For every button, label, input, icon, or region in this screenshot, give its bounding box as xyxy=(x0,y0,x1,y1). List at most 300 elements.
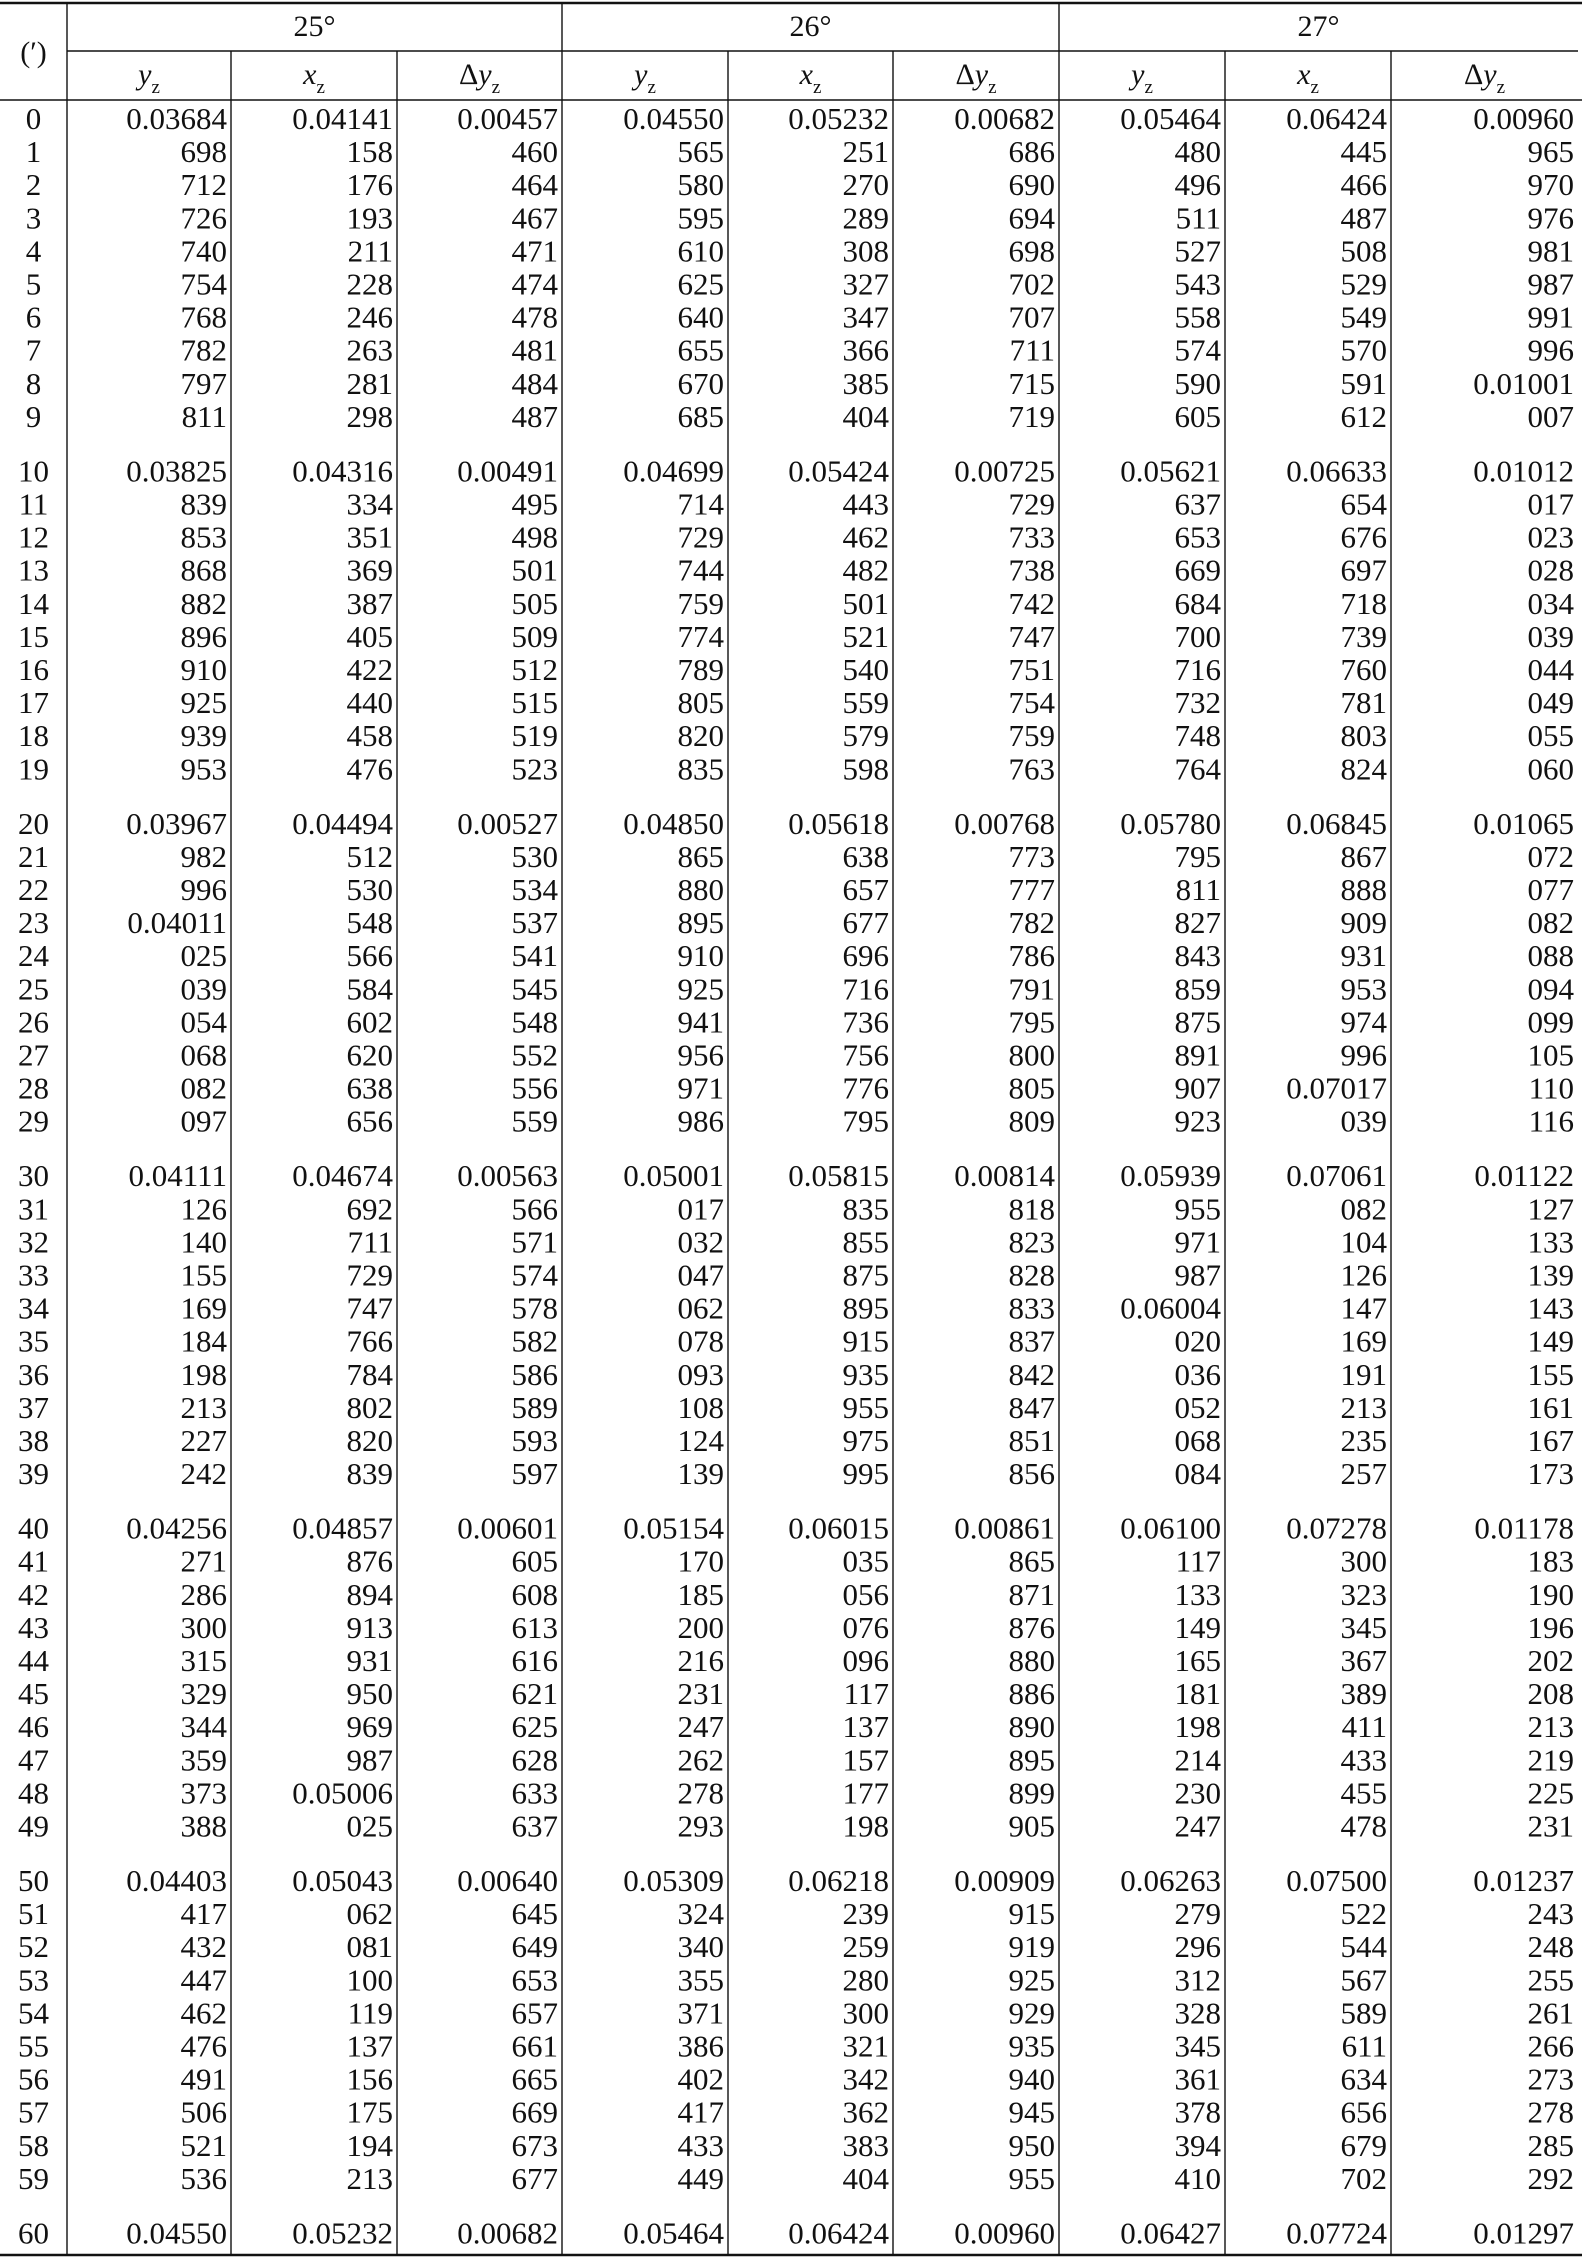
table-cell: 230 xyxy=(1174,1775,1221,1811)
column-header xyxy=(799,58,822,98)
table-cell: 996 xyxy=(1527,332,1574,368)
table-cell: 574 xyxy=(1174,332,1221,368)
table-cell: 842 xyxy=(1008,1356,1055,1392)
table-cell: 505 xyxy=(511,585,558,621)
table-cell: 185 xyxy=(677,1576,724,1612)
column-header xyxy=(302,58,325,98)
table-cell: 0.04494 xyxy=(292,805,393,841)
subscript: z xyxy=(988,77,997,98)
table-cell: 198 xyxy=(1174,1709,1221,1745)
table-cell: 0.04403 xyxy=(126,1863,227,1898)
table-cell: 571 xyxy=(511,1224,558,1260)
table-cell: 088 xyxy=(1527,938,1574,974)
table-cell: 638 xyxy=(346,1070,393,1106)
table-cell: 039 xyxy=(180,971,227,1007)
table-cell: 613 xyxy=(511,1609,558,1645)
table-cell: 0.05464 xyxy=(623,2215,724,2251)
table-cell: 880 xyxy=(677,872,724,907)
table-cell: 281 xyxy=(346,365,393,401)
table-cell: 147 xyxy=(1340,1290,1387,1326)
table-cell: 784 xyxy=(346,1356,393,1392)
table-cell: 044 xyxy=(1527,652,1574,687)
table-cell: 433 xyxy=(677,2127,724,2163)
table-cell: 323 xyxy=(1340,1576,1387,1612)
table-cell: 896 xyxy=(180,618,227,654)
table-cell: 0.00960 xyxy=(954,2215,1055,2251)
table-cell: 610 xyxy=(677,233,724,269)
table-cell: 910 xyxy=(677,938,724,974)
table-cell: 818 xyxy=(1008,1191,1055,1227)
table-cell: 867 xyxy=(1340,838,1387,874)
table-cell: 117 xyxy=(843,1676,889,1712)
minute-label: 7 xyxy=(25,332,42,368)
table-cell: 776 xyxy=(842,1070,889,1106)
table-cell: 732 xyxy=(1174,685,1221,721)
table-cell: 508 xyxy=(1340,233,1387,269)
table-cell: 628 xyxy=(511,1742,558,1778)
table-cell: 545 xyxy=(511,971,558,1007)
minute-label: 19 xyxy=(18,751,49,787)
table-cell: 965 xyxy=(1527,134,1574,170)
table-cell: 279 xyxy=(1174,1896,1221,1932)
table-cell: 827 xyxy=(1174,905,1221,941)
table-cell: 049 xyxy=(1527,685,1574,721)
table-cell: 981 xyxy=(1527,233,1574,269)
table-cell: 247 xyxy=(1174,1808,1221,1844)
table-cell: 876 xyxy=(1008,1609,1055,1645)
minute-label: 55 xyxy=(18,2028,49,2064)
minute-label: 50 xyxy=(18,1863,49,1898)
table-cell: 657 xyxy=(511,1995,558,2031)
table-cell: 839 xyxy=(346,1456,393,1492)
table-cell: 839 xyxy=(180,486,227,522)
table-cell: 487 xyxy=(511,398,558,434)
table-cell: 126 xyxy=(1340,1257,1387,1293)
table-cell: 935 xyxy=(842,1356,889,1392)
table-cell: 0.05232 xyxy=(788,101,889,136)
table-cell: 271 xyxy=(180,1543,227,1579)
table-cell: 685 xyxy=(677,398,724,434)
column-header xyxy=(459,58,500,98)
table-cell: 443 xyxy=(842,486,889,522)
degree-header: 27° xyxy=(1297,10,1340,43)
table-cell: 579 xyxy=(842,718,889,754)
table-cell: 950 xyxy=(1008,2127,1055,2163)
table-cell: 0.05464 xyxy=(1120,101,1221,136)
table-cell: 484 xyxy=(511,365,558,401)
minute-label: 57 xyxy=(18,2094,49,2130)
table-cell: 744 xyxy=(677,552,724,588)
table-cell: 605 xyxy=(1174,398,1221,434)
table-cell: 0.00861 xyxy=(954,1510,1055,1546)
table-cell: 270 xyxy=(842,167,889,203)
table-cell: 208 xyxy=(1527,1676,1574,1712)
table-cell: 522 xyxy=(1340,1896,1387,1932)
table-cell: 970 xyxy=(1527,167,1574,203)
table-cell: 501 xyxy=(842,585,889,621)
table-cell: 711 xyxy=(347,1224,393,1260)
table-cell: 729 xyxy=(346,1257,393,1293)
table-cell: 0.04674 xyxy=(292,1158,393,1194)
table-cell: 388 xyxy=(180,1808,227,1844)
table-cell: 566 xyxy=(346,938,393,974)
table-cell: 686 xyxy=(1008,134,1055,170)
table-cell: 0.04316 xyxy=(292,453,393,489)
table-cell: 655 xyxy=(677,332,724,368)
table-cell: 498 xyxy=(511,519,558,555)
table-cell: 062 xyxy=(677,1290,724,1326)
table-cell: 521 xyxy=(842,618,889,654)
table-cell: 0.00960 xyxy=(1473,101,1574,136)
table-cell: 156 xyxy=(346,2061,393,2097)
table-cell: 0.04256 xyxy=(126,1510,227,1546)
table-cell: 261 xyxy=(1527,1995,1574,2031)
table-cell: 718 xyxy=(1340,585,1387,621)
table-cell: 094 xyxy=(1527,971,1574,1007)
table-cell: 519 xyxy=(511,718,558,754)
table-cell: 321 xyxy=(842,2028,889,2064)
table-cell: 953 xyxy=(180,751,227,787)
table-cell: 868 xyxy=(180,552,227,588)
table-cell: 909 xyxy=(1340,905,1387,941)
table-cell: 591 xyxy=(1340,365,1387,401)
minute-label: 37 xyxy=(18,1389,49,1425)
table-cell: 976 xyxy=(1527,200,1574,236)
table-cell: 782 xyxy=(1008,905,1055,941)
table-cell: 670 xyxy=(677,365,724,401)
table-cell: 389 xyxy=(1340,1676,1387,1712)
table-cell: 982 xyxy=(180,838,227,874)
table-cell: 828 xyxy=(1008,1257,1055,1293)
table-cell: 068 xyxy=(1174,1423,1221,1458)
table-cell: 711 xyxy=(1009,332,1055,368)
table-cell: 714 xyxy=(677,486,724,522)
table-cell: 559 xyxy=(511,1103,558,1139)
table-cell: 0.06427 xyxy=(1120,2215,1221,2251)
table-cell: 371 xyxy=(677,1995,724,2031)
table-cell: 530 xyxy=(346,872,393,907)
table-cell: 289 xyxy=(842,200,889,236)
minute-label: 15 xyxy=(18,618,49,654)
table-cell: 328 xyxy=(1174,1995,1221,2031)
table-cell: 405 xyxy=(346,618,393,654)
table-cell: 875 xyxy=(1174,1004,1221,1040)
minutes-header: (′) xyxy=(20,36,47,69)
subscript: z xyxy=(316,77,325,98)
table-cell: 060 xyxy=(1527,751,1574,787)
table-cell: 661 xyxy=(511,2028,558,2064)
table-cell: 548 xyxy=(346,905,393,941)
table-cell: 100 xyxy=(346,1962,393,1998)
table-cell: 521 xyxy=(180,2127,227,2163)
table-cell: 888 xyxy=(1340,872,1387,907)
table-cell: 235 xyxy=(1340,1423,1387,1458)
minute-label: 56 xyxy=(18,2061,49,2097)
table-cell: 394 xyxy=(1174,2127,1221,2163)
variable-symbol: y xyxy=(478,58,492,91)
table-cell: 191 xyxy=(1340,1356,1387,1392)
table-cell: 0.07017 xyxy=(1286,1070,1387,1106)
table-cell: 417 xyxy=(677,2094,724,2130)
table-cell: 082 xyxy=(1527,905,1574,941)
table-cell: 637 xyxy=(1174,486,1221,522)
table-cell: 509 xyxy=(511,618,558,654)
table-cell: 512 xyxy=(346,838,393,874)
table-cell: 847 xyxy=(1008,1389,1055,1425)
table-cell: 871 xyxy=(1008,1576,1055,1612)
table-cell: 736 xyxy=(842,1004,889,1040)
minute-label: 44 xyxy=(18,1643,49,1678)
table-cell: 0.06424 xyxy=(788,2215,889,2251)
table-cell: 0.01237 xyxy=(1473,1863,1574,1898)
table-cell: 093 xyxy=(677,1356,724,1392)
minute-label: 31 xyxy=(18,1191,49,1227)
table-cell: 239 xyxy=(842,1896,889,1932)
variable-symbol: y xyxy=(634,58,648,91)
table-cell: 0.07061 xyxy=(1286,1158,1387,1194)
table-cell: 213 xyxy=(346,2160,393,2196)
minute-label: 33 xyxy=(18,1257,49,1293)
table-cell: 202 xyxy=(1527,1643,1574,1678)
table-cell: 255 xyxy=(1527,1962,1574,1998)
table-cell: 198 xyxy=(842,1808,889,1844)
table-cell: 0.04699 xyxy=(623,453,724,489)
table-cell: 739 xyxy=(1340,618,1387,654)
table-cell: 707 xyxy=(1008,299,1055,335)
table-cell: 334 xyxy=(346,486,393,522)
table-cell: 0.05154 xyxy=(623,1510,724,1546)
table-cell: 612 xyxy=(1340,398,1387,434)
table-cell: 945 xyxy=(1008,2094,1055,2130)
table-cell: 194 xyxy=(346,2127,393,2163)
minute-label: 25 xyxy=(18,971,49,1007)
table-cell: 378 xyxy=(1174,2094,1221,2130)
table-cell: 974 xyxy=(1340,1004,1387,1040)
table-cell: 820 xyxy=(677,718,724,754)
minute-label: 59 xyxy=(18,2160,49,2196)
table-cell: 404 xyxy=(842,2160,889,2196)
minute-label: 29 xyxy=(18,1103,49,1139)
table-cell: 447 xyxy=(180,1962,227,1998)
table-cell: 894 xyxy=(346,1576,393,1612)
minute-label: 17 xyxy=(18,685,49,721)
table-cell: 625 xyxy=(677,266,724,302)
table-cell: 823 xyxy=(1008,1224,1055,1260)
table-cell: 747 xyxy=(1008,618,1055,654)
table-cell: 774 xyxy=(677,618,724,654)
table-cell: 805 xyxy=(677,685,724,721)
table-cell: 637 xyxy=(511,1808,558,1844)
table-cell: 751 xyxy=(1008,652,1055,687)
table-cell: 558 xyxy=(1174,299,1221,335)
table-cell: 795 xyxy=(1174,838,1221,874)
table-cell: 214 xyxy=(1174,1742,1221,1778)
table-cell: 656 xyxy=(1340,2094,1387,2130)
variable-symbol: x xyxy=(799,58,813,91)
table-cell: 0.05006 xyxy=(292,1775,393,1811)
table-cell: 856 xyxy=(1008,1456,1055,1492)
table-cell: 0.01122 xyxy=(1474,1158,1574,1194)
table-cell: 548 xyxy=(511,1004,558,1040)
table-cell: 411 xyxy=(1341,1709,1387,1745)
table-cell: 417 xyxy=(180,1896,227,1932)
table-cell: 211 xyxy=(347,233,393,269)
minute-label: 40 xyxy=(18,1510,49,1546)
table-cell: 0.05043 xyxy=(292,1863,393,1898)
table-cell: 266 xyxy=(1527,2028,1574,2064)
table-cell: 853 xyxy=(180,519,227,555)
minute-label: 12 xyxy=(18,519,49,555)
minute-label: 5 xyxy=(25,266,42,302)
table-cell: 987 xyxy=(1527,266,1574,302)
table-cell: 786 xyxy=(1008,938,1055,974)
table-cell: 843 xyxy=(1174,938,1221,974)
delta-symbol: Δ xyxy=(1463,58,1484,91)
minute-label: 16 xyxy=(18,652,49,687)
table-cell: 515 xyxy=(511,685,558,721)
table-cell: 640 xyxy=(677,299,724,335)
minute-label: 10 xyxy=(18,453,49,489)
table-cell: 886 xyxy=(1008,1676,1055,1712)
table-cell: 0.00682 xyxy=(457,2215,558,2251)
table-cell: 140 xyxy=(180,1224,227,1260)
table-cell: 795 xyxy=(842,1103,889,1139)
table-cell: 119 xyxy=(347,1995,393,2031)
minute-label: 14 xyxy=(18,585,49,621)
variable-symbol: y xyxy=(1131,58,1145,91)
table-cell: 656 xyxy=(346,1103,393,1139)
table-cell: 052 xyxy=(1174,1389,1221,1425)
table-cell: 257 xyxy=(1340,1456,1387,1492)
minute-label: 45 xyxy=(18,1676,49,1712)
minute-label: 47 xyxy=(18,1742,49,1778)
table-cell: 017 xyxy=(677,1191,724,1227)
table-cell: 566 xyxy=(511,1191,558,1227)
table-cell: 702 xyxy=(1340,2160,1387,2196)
table-cell: 169 xyxy=(180,1290,227,1326)
table-cell: 471 xyxy=(511,233,558,269)
minute-label: 11 xyxy=(18,486,49,522)
table-cell: 0.06100 xyxy=(1120,1510,1221,1546)
table-cell: 0.07500 xyxy=(1286,1863,1387,1898)
subscript: z xyxy=(151,77,160,98)
table-cell: 556 xyxy=(511,1070,558,1106)
table-cell: 653 xyxy=(511,1962,558,1998)
table-cell: 605 xyxy=(511,1543,558,1579)
table-cell: 491 xyxy=(180,2061,227,2097)
table-cell: 715 xyxy=(1008,365,1055,401)
table-cell: 139 xyxy=(677,1456,724,1492)
table-cell: 495 xyxy=(511,486,558,522)
table-cell: 882 xyxy=(180,585,227,621)
table-cell: 0.00814 xyxy=(954,1158,1055,1194)
table-cell: 116 xyxy=(1528,1103,1574,1139)
table-cell: 768 xyxy=(180,299,227,335)
table-cell: 0.01297 xyxy=(1473,2215,1574,2251)
table-cell: 047 xyxy=(677,1257,724,1293)
table-cell: 665 xyxy=(511,2061,558,2097)
minute-label: 49 xyxy=(18,1808,49,1844)
table-cell: 696 xyxy=(842,938,889,974)
table-cell: 766 xyxy=(346,1323,393,1359)
table-cell: 355 xyxy=(677,1962,724,1998)
table-cell: 895 xyxy=(677,905,724,941)
table-cell: 851 xyxy=(1008,1423,1055,1458)
table-cell: 097 xyxy=(180,1103,227,1139)
table-cell: 133 xyxy=(1174,1576,1221,1612)
table-cell: 694 xyxy=(1008,200,1055,236)
table-cell: 929 xyxy=(1008,1995,1055,2031)
table-cell: 183 xyxy=(1527,1543,1574,1579)
table-cell: 345 xyxy=(1340,1609,1387,1645)
table-cell: 0.05780 xyxy=(1120,805,1221,841)
minute-label: 22 xyxy=(18,872,49,907)
table-cell: 791 xyxy=(1008,971,1055,1007)
minute-label: 2 xyxy=(25,167,42,203)
minute-label: 28 xyxy=(18,1070,49,1106)
table-cell: 273 xyxy=(1527,2061,1574,2097)
minute-label: 3 xyxy=(25,200,42,236)
table-cell: 940 xyxy=(1008,2061,1055,2097)
minute-label: 26 xyxy=(18,1004,49,1040)
table-cell: 025 xyxy=(346,1808,393,1844)
table-cell: 955 xyxy=(1174,1191,1221,1227)
table-cell: 969 xyxy=(346,1709,393,1745)
table-cell: 797 xyxy=(180,365,227,401)
table-cell: 298 xyxy=(346,398,393,434)
subscript: z xyxy=(647,77,656,98)
table-cell: 285 xyxy=(1527,2127,1574,2163)
table-cell: 366 xyxy=(842,332,889,368)
table-cell: 036 xyxy=(1174,1356,1221,1392)
table-cell: 880 xyxy=(1008,1643,1055,1678)
minute-label: 58 xyxy=(18,2127,49,2163)
table-cell: 184 xyxy=(180,1323,227,1359)
table-cell: 0.06845 xyxy=(1286,805,1387,841)
table-cell: 108 xyxy=(677,1389,724,1425)
table-cell: 837 xyxy=(1008,1323,1055,1359)
table-cell: 803 xyxy=(1340,718,1387,754)
table-cell: 876 xyxy=(346,1543,393,1579)
table-cell: 800 xyxy=(1008,1037,1055,1073)
table-cell: 919 xyxy=(1008,1929,1055,1965)
table-cell: 0.06263 xyxy=(1120,1863,1221,1898)
table-cell: 754 xyxy=(1008,685,1055,721)
table-cell: 742 xyxy=(1008,585,1055,621)
table-cell: 278 xyxy=(1527,2094,1574,2130)
table-cell: 410 xyxy=(1174,2160,1221,2196)
table-cell: 039 xyxy=(1340,1103,1387,1139)
minute-label: 52 xyxy=(18,1929,49,1965)
table-cell: 169 xyxy=(1340,1323,1387,1359)
table-cell: 570 xyxy=(1340,332,1387,368)
table-cell: 017 xyxy=(1527,486,1574,522)
table-cell: 099 xyxy=(1527,1004,1574,1040)
table-cell: 679 xyxy=(1340,2127,1387,2163)
table-cell: 657 xyxy=(842,872,889,907)
minute-label: 8 xyxy=(25,365,42,401)
table-cell: 534 xyxy=(511,872,558,907)
table-cell: 344 xyxy=(180,1709,227,1745)
table-cell: 729 xyxy=(1008,486,1055,522)
table-cell: 654 xyxy=(1340,486,1387,522)
table-cell: 935 xyxy=(1008,2028,1055,2064)
table-cell: 578 xyxy=(511,1290,558,1326)
table-cell: 278 xyxy=(677,1775,724,1811)
table-cell: 039 xyxy=(1527,618,1574,654)
minute-label: 13 xyxy=(18,552,49,588)
variable-symbol: y xyxy=(1483,58,1497,91)
